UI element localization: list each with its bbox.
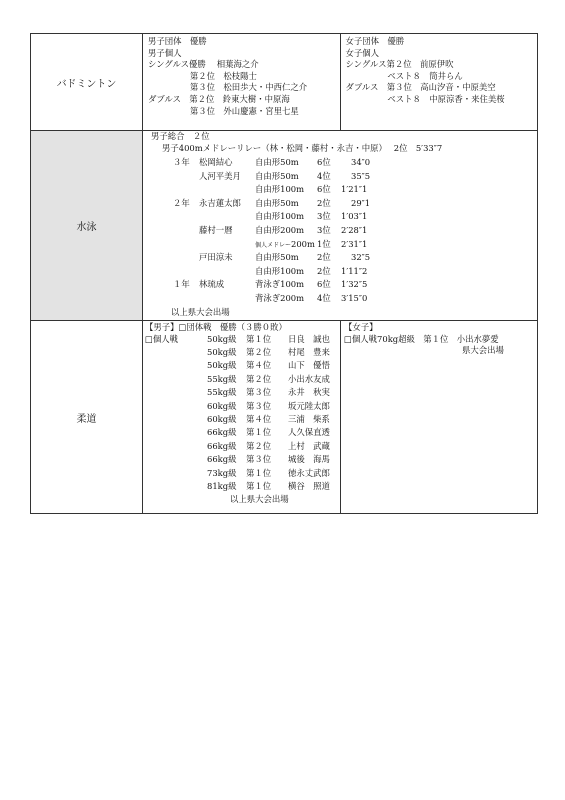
swim-grade: ２年 — [173, 197, 190, 208]
swim-name: 人河平美月 — [199, 170, 241, 181]
judo-result-row — [145, 468, 340, 481]
judo-weight: 50kg級 — [207, 360, 237, 371]
badminton-row — [31, 34, 538, 131]
swim-time: 1′11″2 — [341, 265, 368, 276]
swim-result-row — [143, 279, 537, 293]
swim-time: 29″1 — [351, 197, 371, 208]
badminton-girls-line: ベスト８ 筒井らん — [345, 70, 463, 81]
sport-label-swimming: 水泳 — [31, 131, 143, 321]
swim-result-row — [143, 198, 537, 212]
judo-girls-column — [340, 321, 537, 513]
judo-girls-header: 【女子】 — [344, 322, 378, 332]
badminton-boys-line: 男子団体 優勝 — [148, 36, 207, 46]
swim-result-row — [143, 266, 537, 280]
judo-weight: 66kg級 — [207, 440, 237, 451]
judo-row — [31, 321, 538, 514]
badminton-girls-line: 女子団体 優勝 — [345, 36, 405, 46]
judo-place: 第１位 — [246, 467, 272, 478]
judo-result-row — [145, 481, 340, 494]
swim-name: 永吉蓮太郎 — [199, 197, 241, 208]
judo-result-row — [145, 347, 340, 360]
judo-name: 人久保直透 — [288, 427, 330, 438]
judo-place: 第４位 — [246, 360, 272, 371]
judo-place: 第１位 — [246, 333, 272, 344]
badminton-boys-line: 第３位 松田歩大・中西仁之介 — [148, 82, 308, 93]
judo-weight: 73kg級 — [207, 467, 237, 478]
swim-name: 藤村一暦 — [199, 225, 233, 235]
swim-relay: 男子400mメドレーリレー（林・松岡・藤村・永吉・中原） 2位 5′33″7 — [162, 143, 443, 153]
judo-place: 第２位 — [246, 373, 272, 384]
judo-place: 第１位 — [246, 480, 272, 491]
judo-name: 横谷 照道 — [288, 480, 330, 491]
judo-name: 日良 誠也 — [288, 333, 330, 344]
judo-name: 上村 武蔵 — [288, 440, 330, 451]
badminton-boys-line: 第３位 外山慶憲・宮里七星 — [148, 105, 299, 116]
swim-time: 32″5 — [351, 252, 371, 263]
swim-event: 自由形200m — [255, 225, 305, 235]
sport-label-badminton: バドミントン — [31, 34, 143, 131]
swim-time: 34″0 — [351, 157, 371, 167]
judo-place: 第２位 — [246, 440, 272, 451]
judo-result-row — [145, 387, 340, 400]
swim-grade: ３年 — [173, 157, 190, 167]
judo-result-row — [145, 427, 340, 440]
judo-weight: 55kg級 — [207, 373, 237, 384]
judo-place: 第３位 — [246, 400, 272, 411]
swim-time: 2′28″1 — [341, 225, 368, 235]
badminton-girls-line: ベスト８ 中原涼香・来住美桜 — [345, 93, 505, 104]
judo-result-row — [145, 441, 340, 454]
judo-result-row — [145, 374, 340, 387]
swim-place: 6位 — [317, 157, 331, 167]
badminton-girls-line: 女子個人 — [345, 47, 379, 58]
swim-grade: １年 — [173, 279, 190, 290]
judo-weight: 66kg級 — [207, 454, 237, 465]
judo-girls-result: □個人戦70kg超級 第１位 小出水夢愛 — [344, 333, 499, 344]
swim-time: 1′21″1 — [341, 184, 368, 195]
swim-result-row — [143, 211, 537, 225]
judo-girls-qualified: 県大会出場 — [462, 345, 504, 356]
swim-name: 林琉成 — [199, 279, 225, 290]
judo-result-row — [145, 414, 340, 427]
swim-result-row — [143, 184, 537, 198]
swim-time: 1′32″5 — [341, 279, 368, 290]
badminton-boys-line: ダブルス 第２位 鈴東大樹・中原海 — [148, 93, 290, 104]
swim-result-row — [143, 157, 537, 171]
swim-place: 4位 — [317, 293, 331, 303]
judo-result-row — [145, 401, 340, 414]
judo-name: 三浦 柴系 — [288, 413, 330, 424]
judo-place: 第２位 — [246, 346, 272, 357]
judo-name: 小出水友成 — [288, 373, 330, 384]
judo-place: 第３位 — [246, 454, 272, 465]
swim-place: 2位 — [317, 197, 331, 208]
swim-result-row — [143, 171, 537, 185]
judo-name: 永井 秋実 — [288, 387, 330, 398]
badminton-boys-line: 第２位 松枝陽士 — [148, 70, 257, 81]
swim-event: 自由形50m — [255, 157, 299, 167]
swim-result-row — [143, 239, 537, 253]
swimming-results — [143, 131, 538, 321]
swim-event: 背泳ぎ100m — [255, 279, 305, 290]
judo-weight: 50kg級 — [207, 346, 237, 357]
judo-weight: 50kg級 — [207, 333, 237, 344]
judo-weight: 60kg級 — [207, 413, 237, 424]
judo-name: 村尾 豊来 — [288, 346, 330, 357]
swim-event: 自由形50m — [255, 170, 299, 181]
swim-event: 自由形50m — [255, 252, 299, 263]
badminton-boys-line: シングルス優勝 相葉海之介 — [148, 59, 259, 70]
swim-event: 自由形100m — [255, 184, 305, 195]
judo-name: 城後 海馬 — [288, 454, 330, 465]
swim-place: 3位 — [317, 211, 331, 222]
swim-result-row — [143, 225, 537, 239]
judo-result-row — [145, 360, 340, 373]
swim-result-row — [143, 293, 537, 307]
judo-place: 第４位 — [246, 413, 272, 424]
swim-place: 3位 — [317, 225, 331, 235]
swim-time: 1′03″1 — [341, 211, 368, 222]
judo-boys-footer: 以上県大会出場 — [230, 494, 289, 505]
swim-place: 2位 — [317, 265, 331, 276]
swim-event: 自由形100m — [255, 265, 305, 276]
swimming-row — [31, 131, 538, 321]
judo-result-row — [145, 454, 340, 467]
judo-weight: 60kg級 — [207, 400, 237, 411]
swim-event: 背泳ぎ200m — [255, 293, 305, 303]
swim-place: 2位 — [317, 252, 331, 263]
swim-event: 自由形50m — [255, 197, 299, 208]
judo-boys-list — [145, 334, 340, 495]
swim-result-row — [143, 252, 537, 266]
judo-place: 第１位 — [246, 427, 272, 438]
swim-name: 松岡結心 — [199, 157, 233, 167]
badminton-boys-column — [143, 34, 340, 130]
badminton-results — [143, 34, 538, 131]
results-table — [30, 33, 538, 514]
swim-place: 1位 — [317, 238, 331, 249]
badminton-girls-line: シングルス第２位 前原伊吹 — [345, 59, 454, 70]
judo-boys-header: 【男子】□団体戦 優勝（３勝０敗） — [145, 322, 287, 332]
swim-place: 6位 — [317, 279, 331, 290]
badminton-girls-column — [340, 34, 538, 130]
judo-weight: 66kg級 — [207, 427, 237, 438]
swim-time: 2′31″1 — [341, 238, 368, 249]
swim-event: 自由形100m — [255, 211, 305, 222]
swim-event: 個人メドレー200m — [255, 238, 315, 249]
judo-name: 徳永丈武郎 — [288, 467, 330, 478]
swim-place: 4位 — [317, 170, 331, 181]
swim-time: 35″5 — [351, 170, 371, 181]
judo-result-row — [145, 334, 340, 347]
judo-place: 第３位 — [246, 387, 272, 398]
swim-time: 3′15″0 — [341, 293, 368, 303]
judo-name: 坂元陸太郎 — [288, 400, 330, 411]
judo-weight: 55kg級 — [207, 387, 237, 398]
judo-boys-column — [143, 321, 340, 513]
badminton-girls-line: ダブルス 第３位 高山汐音・中原美空 — [345, 82, 496, 93]
badminton-boys-line: 男子個人 — [148, 47, 182, 58]
judo-name: 山下 優悟 — [288, 360, 330, 371]
swim-overall: 男子総合 ２位 — [151, 131, 210, 141]
swim-footer: 以上県大会出場 — [171, 307, 230, 317]
judo-individual-label: □個人戦 — [145, 333, 179, 344]
swim-place: 6位 — [317, 184, 331, 195]
sport-label-judo: 柔道 — [31, 321, 143, 514]
judo-results — [143, 321, 538, 514]
judo-weight: 81kg級 — [207, 480, 237, 491]
swim-name: 戸田涼未 — [199, 252, 233, 263]
swim-event-medley-prefix: 個人メドレー — [255, 241, 292, 249]
